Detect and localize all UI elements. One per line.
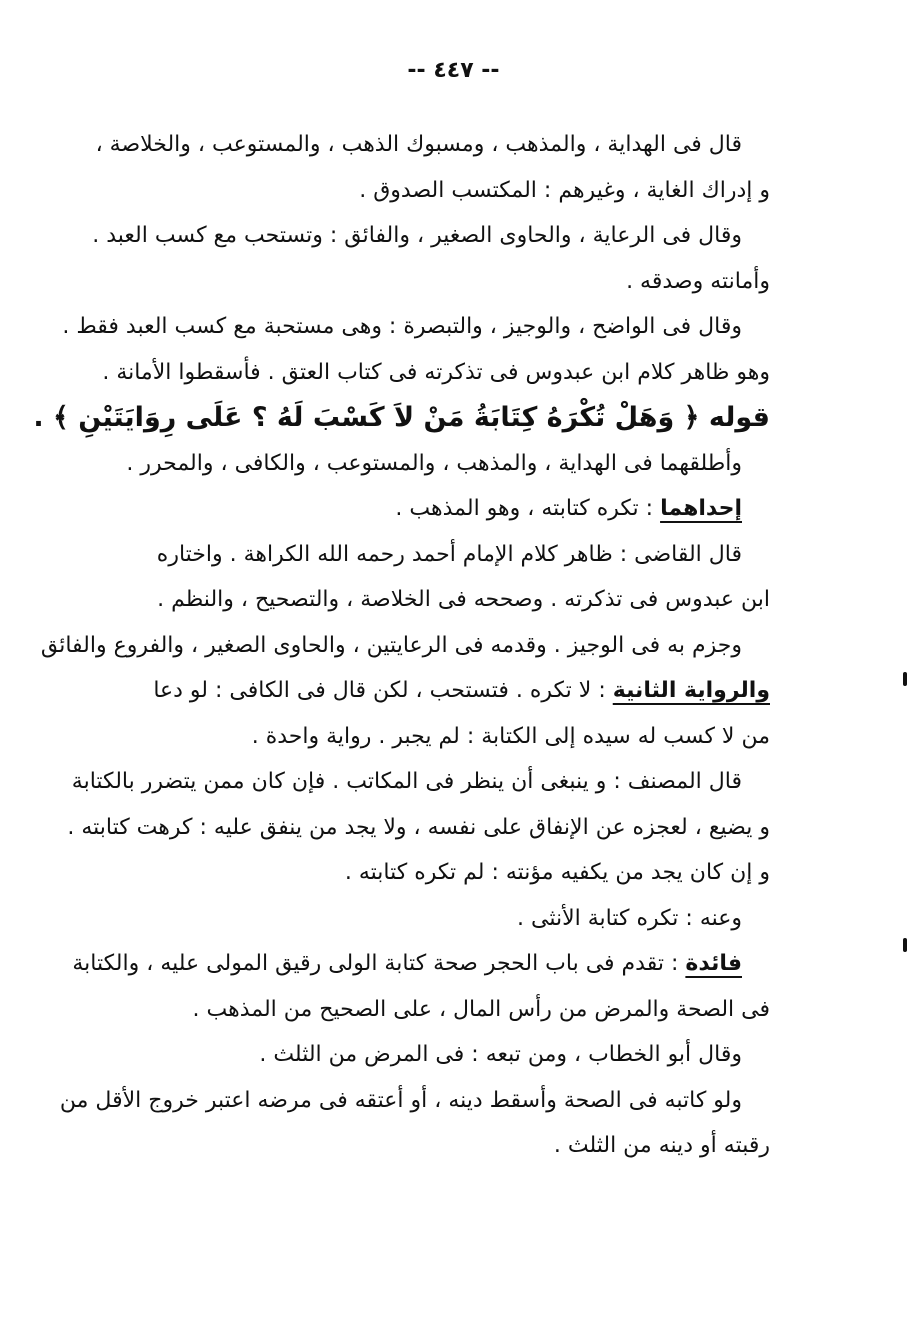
text-line [71, 759, 770, 805]
line-text: وهو ظاهر كلام ابن عبدوس فى تذكرته فى كتاب العتق . فأسقطوا الأمانة . [102, 359, 770, 385]
term-heading: إحداهما [660, 496, 742, 521]
text-line [102, 350, 770, 396]
line-text: و إدراك الغاية ، وغيرهم : المكتسب الصدوق . [359, 177, 770, 203]
margin-mark [903, 938, 907, 952]
line-text: : لا تكره . فتستحب ، لكن قال فى الكافى : لو دعا [153, 678, 613, 703]
page-number: -- ٤٤٧ -- [407, 58, 500, 83]
line-text: فى الصحة والمرض من رأس المال ، على الصحيح من المذهب . [192, 996, 770, 1022]
line-text: وأمانته وصدقه . [626, 268, 770, 294]
text-line [33, 395, 770, 441]
text-line [150, 850, 770, 896]
text-line [92, 213, 770, 259]
text-line [150, 896, 770, 942]
text-line [59, 1078, 770, 1124]
line-text: و يضيع ، لعجزه عن الإنفاق على نفسه ، ولا يجد من ينفق عليه : كرهت كتابته . [67, 814, 770, 840]
term-heading: فائدة [685, 951, 742, 976]
text-line [150, 577, 770, 623]
line-text: وقال فى الرعاية ، والحاوى الصغير ، والفائق : وتستحب مع كسب العبد . [92, 223, 742, 248]
text-line [150, 714, 770, 760]
text-line [150, 987, 770, 1033]
line-text: : تكره كتابته ، وهو المذهب . [395, 496, 661, 521]
text-line [95, 122, 770, 168]
line-text: ابن عبدوس فى تذكرته . وصححه فى الخلاصة ، والتصحيح ، والنظم . [157, 587, 770, 612]
line-text: قال فى الهداية ، والمذهب ، ومسبوك الذهب ، والمستوعب ، والخلاصة ، [95, 132, 742, 157]
text-line [40, 623, 770, 669]
line-text: قال القاضى : ظاهر كلام الإمام أحمد رحمه الله الكراهة . واختاره [156, 541, 742, 567]
text-line [72, 941, 770, 987]
line-text: قال المصنف : و ينبغى أن ينظر فى المكاتب . فإن كان ممن يتضرر بالكتابة [71, 769, 742, 794]
text-line [67, 805, 770, 851]
text-line [150, 486, 770, 532]
text-line [150, 532, 770, 578]
text-line [150, 168, 770, 214]
text-line [150, 668, 770, 714]
line-text: من لا كسب له سيده إلى الكتابة : لم يجبر . رواية واحدة . [251, 723, 770, 749]
line-text: وقال أبو الخطاب ، ومن تبعه : فى المرض من الثلث . [259, 1042, 742, 1067]
document-body [33, 122, 770, 1169]
term-heading: والرواية الثانية [612, 678, 770, 703]
text-line [126, 441, 770, 487]
margin-mark [903, 672, 907, 686]
line-text: وعنه : تكره كتابة الأنثى . [517, 905, 742, 931]
line-text: قوله ﴿ وَهَلْ تُكْرَهُ كِتَابَةُ مَنْ لاَ كَسْبَ لَهُ ؟ عَلَى رِوَايَتَيْنِ ﴾ . [33, 402, 770, 433]
text-line [62, 304, 770, 350]
line-text: و إن كان يجد من يكفيه مؤنته : لم تكره كتابته . [344, 860, 770, 885]
line-text: ولو كاتبه فى الصحة وأسقط دينه ، أو أعتقه فى مرضه اعتبر خروج الأقل من [59, 1087, 742, 1113]
line-text: وقال فى الواضح ، والوجيز ، والتبصرة : وهى مستحبة مع كسب العبد فقط . [62, 314, 742, 339]
text-line [150, 259, 770, 305]
line-text: : تقدم فى باب الحجر صحة كتابة الولى رقيق المولى عليه ، والكتابة [72, 951, 686, 976]
line-text: رقبته أو دينه من الثلث . [553, 1133, 770, 1158]
text-line [150, 1123, 770, 1169]
text-line [150, 1032, 770, 1078]
line-text: وأطلقهما فى الهداية ، والمذهب ، والمستوعب ، والكافى ، والمحرر . [126, 450, 742, 476]
line-text: وجزم به فى الوجيز . وقدمه فى الرعايتين ، والحاوى الصغير ، والفروع والفائق [40, 632, 742, 658]
